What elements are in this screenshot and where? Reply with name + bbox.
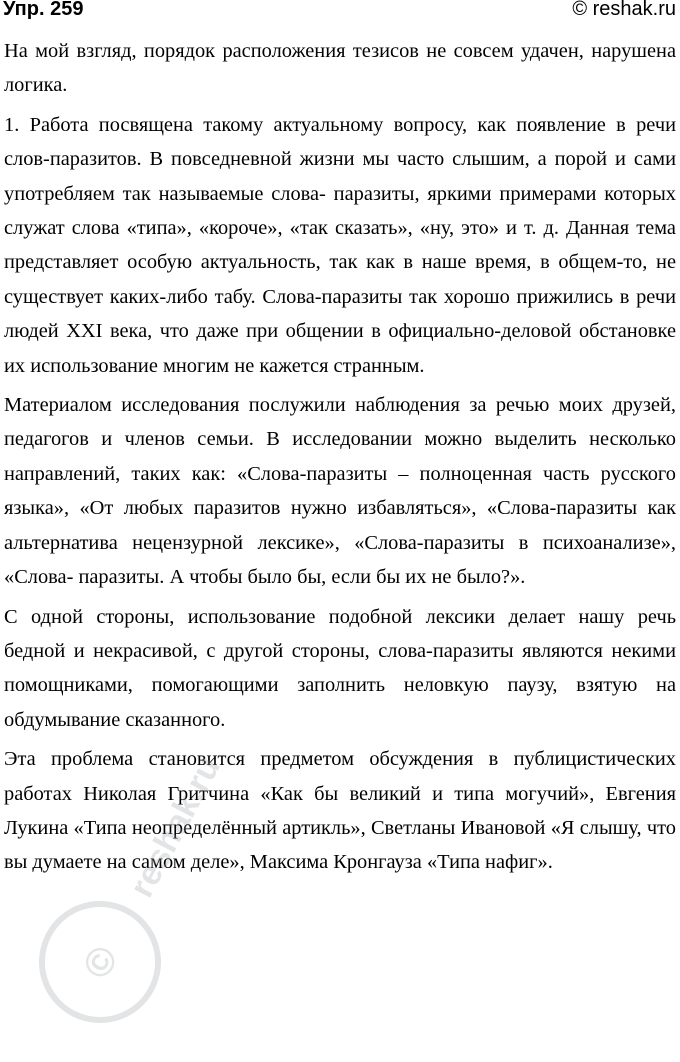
paragraph-sources: Эта проблема становится предметом обсуждения в публицистических работах Николая Гритчина «Как бы великий и типа могучий», Евгения Лукина «Типа неопределённый артикль», Светланы Ивановой «Я слышу, что вы думаете на самом деле», Максима Кронгауза «Типа нафиг».	[4, 748, 676, 874]
exercise-number: Упр. 259	[3, 0, 84, 20]
paragraph-topic: 1. Работа посвящена такому актуальному вопросу, как появление в речи слов-паразитов. В повседневной жизни мы часто слышим, а порой и сами употребляем так называемые слова- паразиты, яркими примерами которых служат слова «типа», «короче», «так сказать», «ну, это» и т. д. Данная тема представляет особую актуальность, так как в наше время, в общем-то, не существует каких-либо табу. Слова-паразиты так хорошо прижились в речи людей XXI века, что даже при общении в официально-деловой обстановке их использование многим не кажется странным.	[4, 113, 676, 377]
paragraph-material: Материалом исследования послужили наблюдения за речью моих друзей, педагогов и членов семьи. В исследовании можно выделить несколько направлений, таких как: «Слова-паразиты – полноценная часть русского языка», «От любых паразитов нужно избавляться», «Слова-паразиты как альтернатива нецензурной лексике», «Слова-паразиты в психоанализе», «Слова- паразиты. А чтобы было бы, если бы их не было?».	[4, 394, 676, 589]
site-credit: © reshak.ru	[572, 0, 676, 20]
page-header	[3, 0, 676, 28]
watermark-copyright-sign: ©	[74, 939, 128, 986]
answer-text	[4, 34, 676, 885]
watermark-text: reshak.ru	[122, 750, 228, 904]
watermark-ring	[22, 884, 179, 1041]
paragraph-sides: С одной стороны, использование подобной лексики делает нашу речь бедной и некрасивой, с другой стороны, слова-паразиты являются некими помощниками, помогающими заполнить неловкую паузу, взятую на обдумывание сказанного.	[4, 605, 676, 731]
paragraph-intro: На мой взгляд, порядок расположения тезисов не совсем удачен, нарушена логика.	[4, 40, 676, 97]
